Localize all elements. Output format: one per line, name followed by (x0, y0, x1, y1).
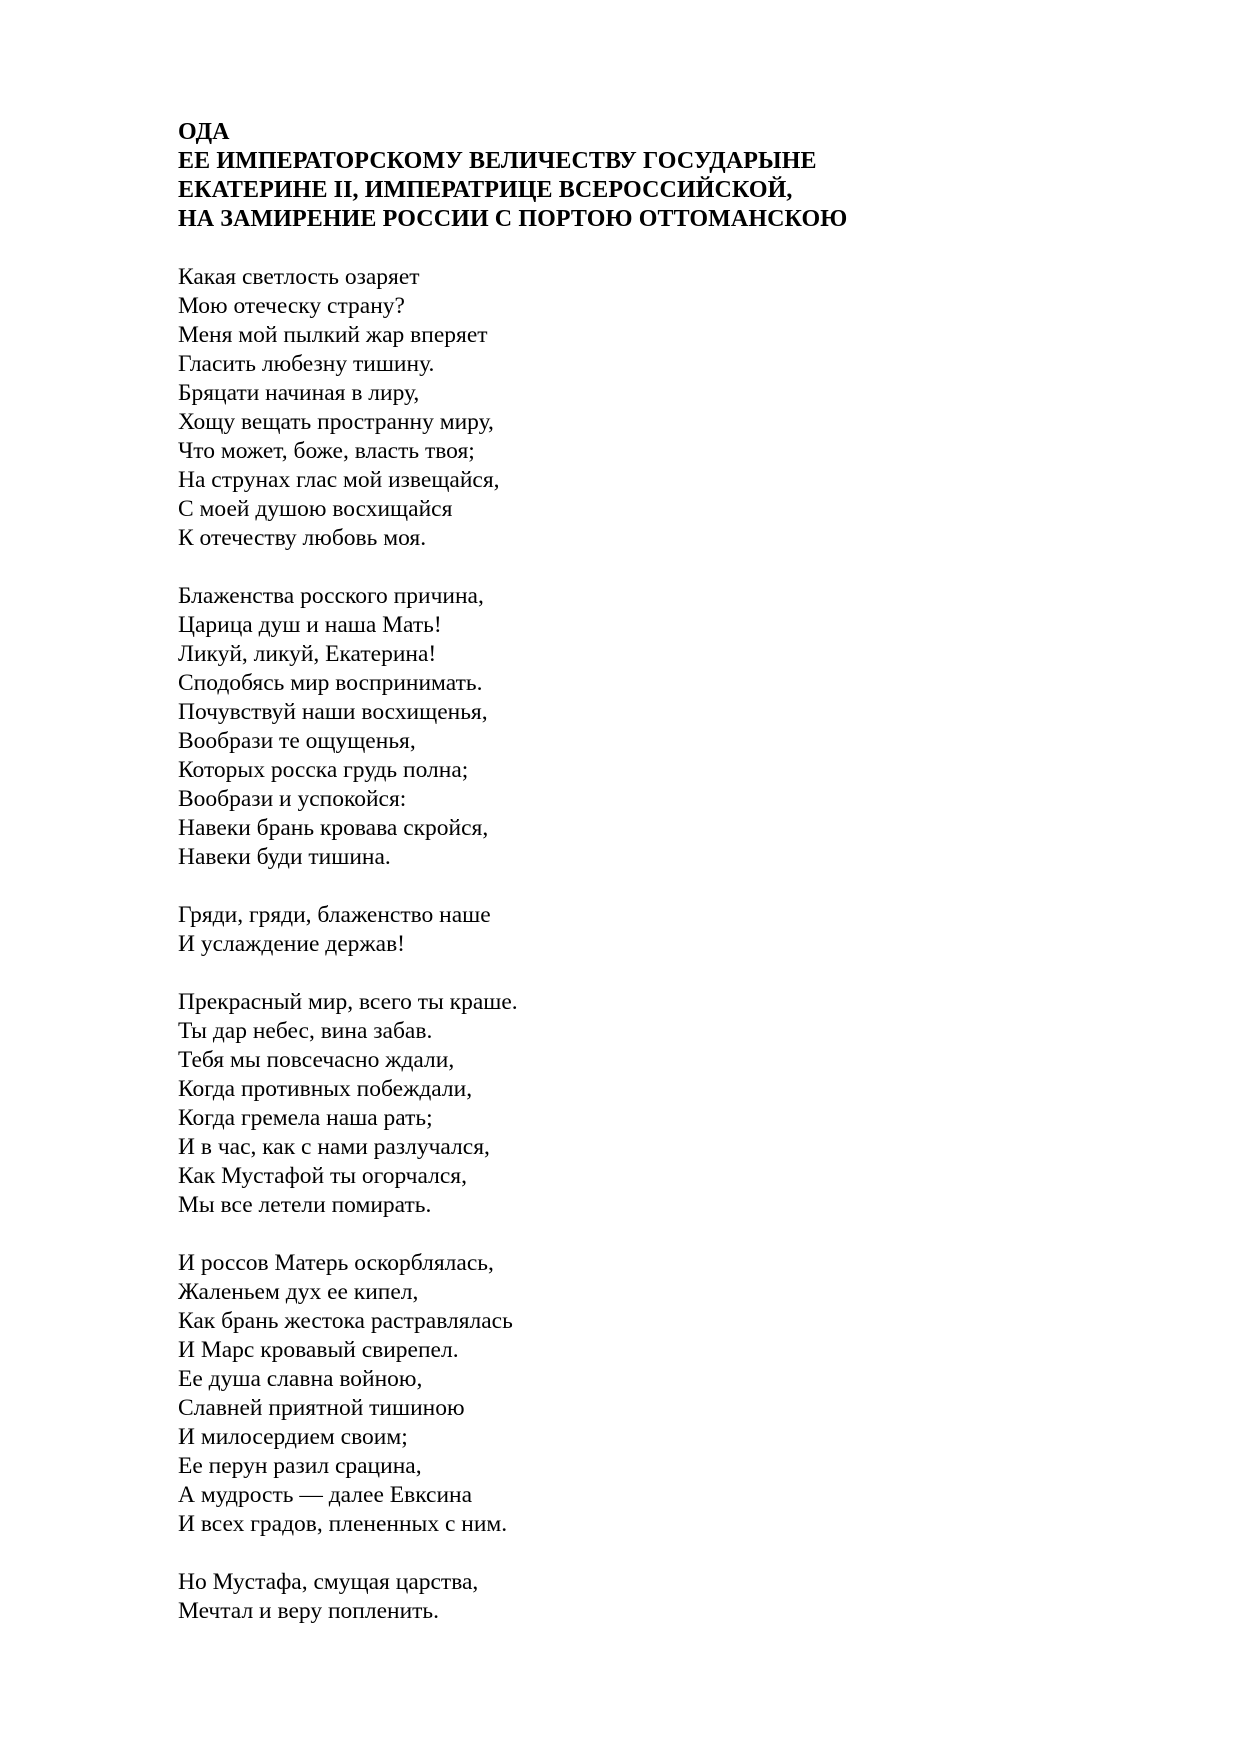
poem-body (178, 263, 1078, 1626)
verse-line: Хощу вещать пространну миру, (178, 409, 494, 435)
title-line: ЕКАТЕРИНЕ II, ИМПЕРАТРИЦЕ ВСЕРОССИЙСКОЙ, (178, 177, 793, 203)
verse-line: Которых росска грудь полна; (178, 757, 469, 783)
title-line: ОДА (178, 119, 230, 145)
verse-line: Славней приятной тишиною (178, 1395, 465, 1421)
stanza-3 (178, 901, 1078, 959)
verse-line: Вообрази те ощущенья, (178, 728, 416, 754)
title-line: НА ЗАМИРЕНИЕ РОССИИ С ПОРТОЮ ОТТОМАНСКОЮ (178, 206, 848, 232)
verse-line: К отечеству любовь моя. (178, 525, 427, 551)
verse-line: Сподобясь мир воспринимать. (178, 670, 483, 696)
poem-title (178, 118, 1178, 234)
verse-line: Навеки буди тишина. (178, 844, 391, 870)
verse-line: Мою отеческу страну? (178, 293, 405, 319)
verse-line: А мудрость — далее Евксина (178, 1482, 473, 1508)
verse-line: На струнах глас мой извещайся, (178, 467, 500, 493)
verse-line: И в час, как с нами разлучался, (178, 1134, 490, 1160)
verse-line: Блаженства росского причина, (178, 583, 484, 609)
stanza-6 (178, 1568, 1078, 1626)
verse-line: И услаждение держав! (178, 931, 405, 957)
verse-line: Как Мустафой ты огорчался, (178, 1163, 467, 1189)
verse-line: Ее перун разил срацина, (178, 1453, 422, 1479)
verse-line: Что может, боже, власть твоя; (178, 438, 475, 464)
verse-line: Когда гремела наша рать; (178, 1105, 433, 1131)
verse-line: Жаленьем дух ее кипел, (178, 1279, 419, 1305)
verse-line: Какая светлость озаряет (178, 264, 420, 290)
verse-line: И милосердием своим; (178, 1424, 408, 1450)
verse-line: Почувствуй наши восхищенья, (178, 699, 488, 725)
verse-line: И всех градов, плененных с ним. (178, 1511, 508, 1537)
verse-line: И россов Матерь оскорблялась, (178, 1250, 494, 1276)
verse-line: Меня мой пылкий жар вперяет (178, 322, 488, 348)
stanza-5 (178, 1249, 1078, 1539)
verse-line: С моей душою восхищайся (178, 496, 453, 522)
verse-line: Гласить любезну тишину. (178, 351, 435, 377)
verse-line: Ее душа славна войною, (178, 1366, 423, 1392)
verse-line: Мы все летели помирать. (178, 1192, 432, 1218)
stanza-4 (178, 988, 1078, 1220)
verse-line: Царица душ и наша Мать! (178, 612, 442, 638)
verse-line: Когда противных побеждали, (178, 1076, 473, 1102)
title-line: ЕЕ ИМПЕРАТОРСКОМУ ВЕЛИЧЕСТВУ ГОСУДАРЫНЕ (178, 148, 817, 174)
stanza-1 (178, 263, 1078, 553)
verse-line: Бряцати начиная в лиру, (178, 380, 420, 406)
verse-line: Прекрасный мир, всего ты краше. (178, 989, 518, 1015)
verse-line: Гряди, гряди, блаженство наше (178, 902, 491, 928)
verse-line: Ликуй, ликуй, Екатерина! (178, 641, 437, 667)
verse-line: Как брань жестока растравлялась (178, 1308, 513, 1334)
verse-line: Навеки брань кровава скройся, (178, 815, 489, 841)
verse-line: Ты дар небес, вина забав. (178, 1018, 433, 1044)
verse-line: Мечтал и веру попленить. (178, 1598, 440, 1624)
verse-line: И Марс кровавый свирепел. (178, 1337, 459, 1363)
verse-line: Но Мустафа, смущая царства, (178, 1569, 479, 1595)
verse-line: Тебя мы повсечасно ждали, (178, 1047, 455, 1073)
stanza-2 (178, 582, 1078, 872)
verse-line: Вообрази и успокойся: (178, 786, 407, 812)
